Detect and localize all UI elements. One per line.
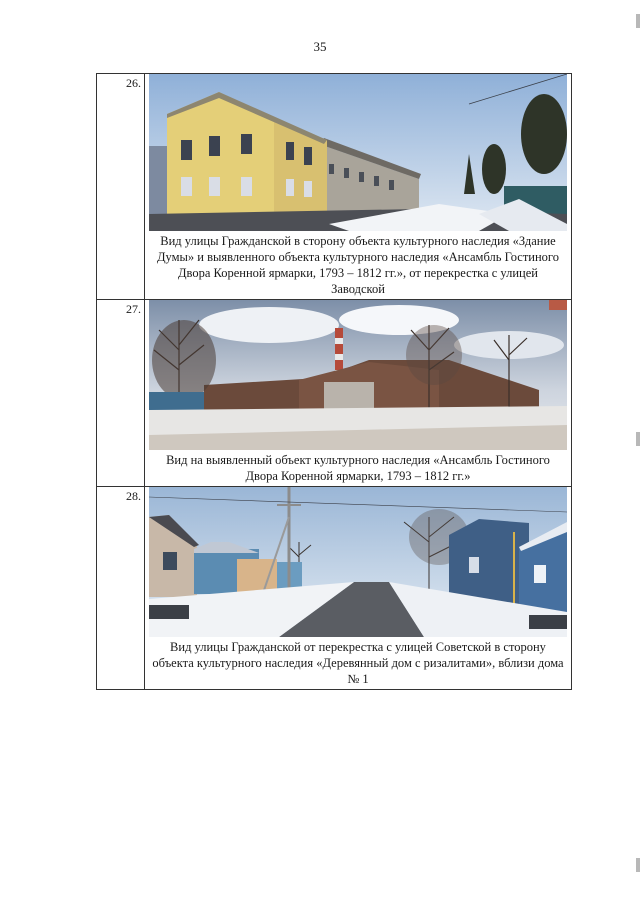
row-caption: Вид улицы Гражданской от перекрестка с улицей Советской в сторону объекта культурного наследия «Деревянный дом с ризалитами», вблизи дома № 1 [152, 640, 564, 686]
row-content [145, 74, 572, 300]
table-row [97, 74, 572, 300]
table-row [97, 487, 572, 690]
scan-edge-mark [636, 858, 640, 872]
photo-table [96, 73, 572, 690]
row-number: 26. [97, 74, 145, 300]
table-row [97, 300, 572, 487]
row-content [145, 300, 572, 487]
row-content [145, 487, 572, 690]
page-number: 35 [313, 39, 327, 54]
row-number: 27. [97, 300, 145, 487]
row-number: 28. [97, 487, 145, 690]
scan-edge-mark [636, 432, 640, 446]
photo-wooden-house-street [149, 487, 567, 637]
photo-street-duma [149, 74, 567, 231]
photo-gostiny-dvor [149, 300, 567, 450]
row-caption: Вид улицы Гражданской в сторону объекта культурного наследия «Здание Думы» и выявленного объекта культурного наследия «Ансамбль Гостиного Двора Коренной ярмарки, 1793 – 1812 гг.», от перекрестка с улицей Заводской [157, 234, 559, 296]
row-caption: Вид на выявленный объект культурного наследия «Ансамбль Гостиного Двора Коренной ярмарки, 1793 – 1812 гг.» [166, 453, 550, 483]
scan-edge-mark [636, 14, 640, 28]
